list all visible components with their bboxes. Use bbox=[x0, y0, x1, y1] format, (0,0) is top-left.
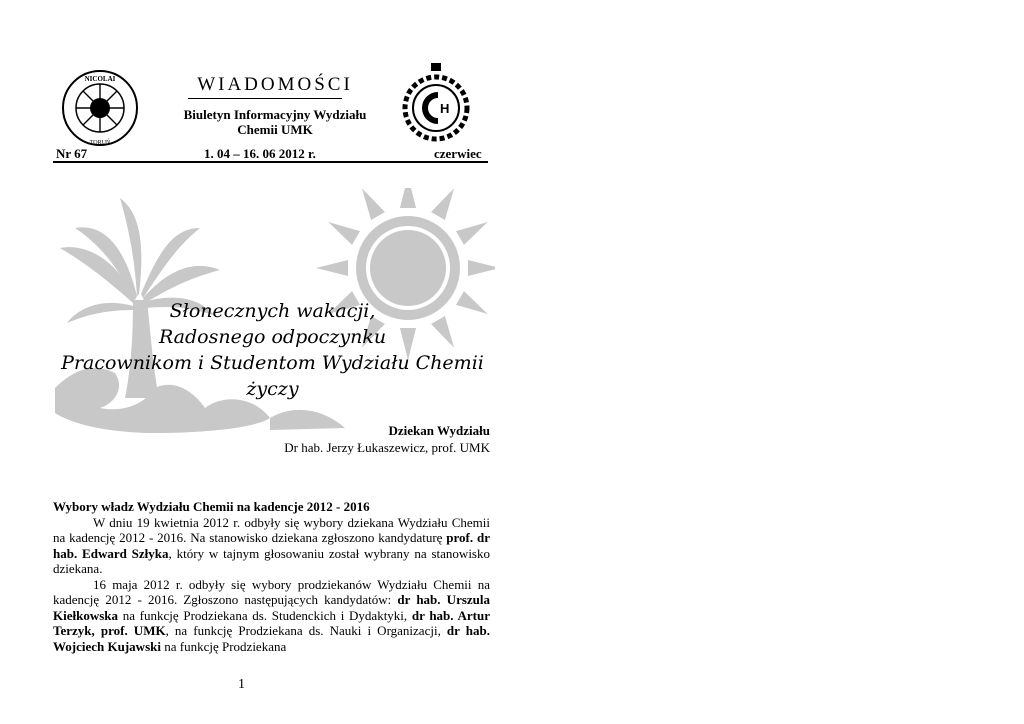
dean-name: prof. dr hab. Edward Szłyka bbox=[53, 530, 490, 561]
header-divider bbox=[53, 161, 488, 163]
article-paragraph-1 bbox=[53, 515, 490, 577]
dean-signature bbox=[284, 422, 490, 456]
page-number: 1 bbox=[238, 677, 245, 692]
issue-dates: 1. 04 – 16. 06 2012 r. bbox=[204, 146, 316, 161]
svg-text:NICOLAI: NICOLAI bbox=[84, 75, 116, 83]
candidate-name: dr hab. Wojciech Kujawski bbox=[53, 623, 490, 654]
text-run: na funkcję Prodziekana ds. Studenckich i Dydaktyki, bbox=[118, 607, 412, 623]
bulletin-subtitle bbox=[150, 107, 400, 137]
text-run: 16 maja 2012 r. odbyły się wybory prodziekanów Wydziału Chemii na kadencję 2012 - 2016. Zgłoszono następujących kandydatów: bbox=[53, 576, 490, 607]
subtitle-line-2: Chemii UMK bbox=[237, 122, 313, 137]
svg-text:TORUŃ: TORUŃ bbox=[89, 140, 111, 146]
article-title: Wybory władz Wydziału Chemii na kadencje 2012 - 2016 bbox=[53, 499, 370, 514]
text-run: , na funkcję Prodziekana ds. Nauki i Organizacji, bbox=[165, 623, 447, 638]
candidate-name: dr hab. Artur Terzyk, prof. UMK bbox=[53, 607, 490, 638]
signature-name: Dr hab. Jerzy Łukaszewicz, prof. UMK bbox=[284, 440, 490, 455]
text-run: , który w tajnym głosowaniu został wybrany na stanowisko dziekana. bbox=[53, 545, 490, 576]
chemistry-faculty-logo bbox=[400, 62, 472, 144]
greeting-line-1: Słonecznych wakacji, bbox=[169, 300, 376, 322]
subtitle-line-1: Biuletyn Informacyjny Wydziału bbox=[183, 107, 367, 122]
greeting-line-3: Pracownikom i Studentom Wydziału Chemii bbox=[61, 352, 484, 374]
holiday-greeting bbox=[50, 298, 495, 402]
issue-number: Nr 67 bbox=[56, 146, 88, 161]
greeting-line-4: życzy bbox=[246, 378, 299, 400]
bulletin-title: WIADOMOŚCI bbox=[197, 74, 353, 95]
svg-text:H: H bbox=[440, 101, 450, 116]
issue-month: czerwiec bbox=[434, 146, 482, 161]
text-run: na funkcję Prodziekana bbox=[160, 638, 287, 654]
candidate-name: dr hab. Urszula Kiełkowska bbox=[53, 592, 491, 623]
signature-title: Dziekan Wydziału bbox=[388, 423, 490, 438]
elections-article bbox=[53, 499, 490, 654]
text-run: W dniu 19 kwietnia 2012 r. odbyły się wybory dziekana Wydziału Chemii na kadencję 2012 - 2016. Na stanowisko dziekana zgłoszono kandydaturę bbox=[53, 514, 490, 545]
greeting-line-2: Radosnego odpoczynku bbox=[158, 326, 387, 348]
university-seal-logo bbox=[56, 68, 144, 148]
title-underline bbox=[188, 98, 342, 99]
article-paragraph-2 bbox=[53, 577, 490, 655]
